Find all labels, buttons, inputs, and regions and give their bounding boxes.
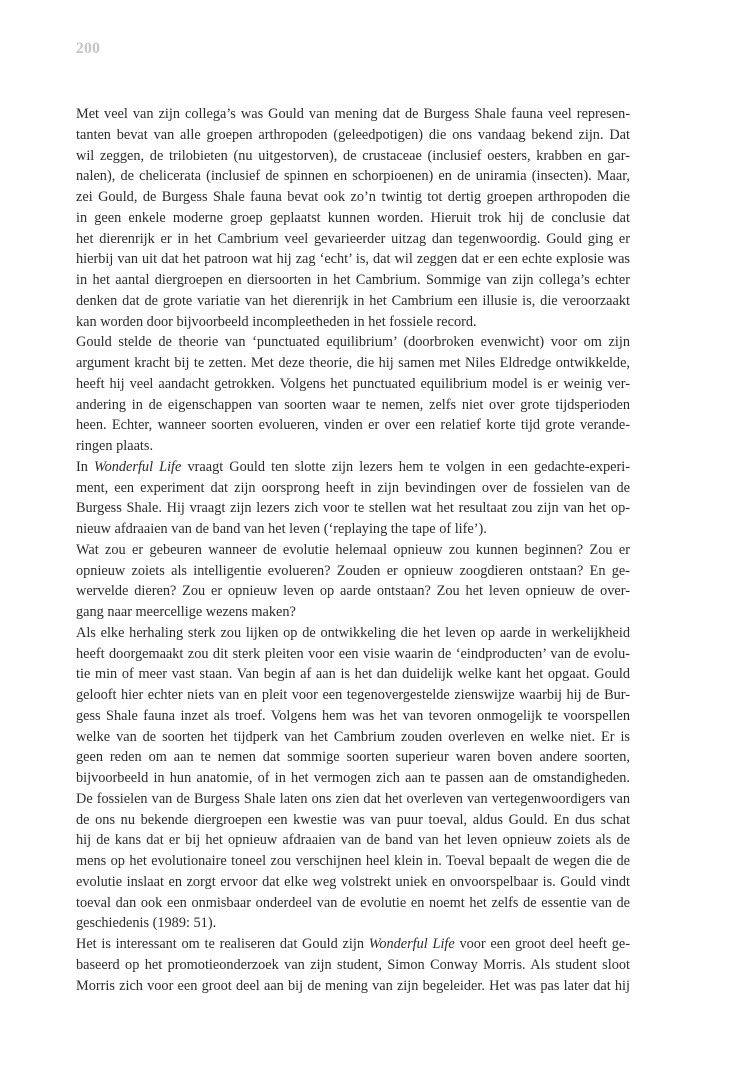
text-line [76, 644, 630, 665]
text-line [76, 581, 630, 602]
text-line [76, 706, 630, 727]
text-run: gelooft hier echter niets van en pleit voor een tegenovergestelde zienswijze waarbij hij de Bur- [76, 687, 630, 703]
text-line [76, 540, 630, 561]
text-run: mens op het evolutionaire toneel zou verschijnen heel klein in. Toeval bepaalt de wegen die de [76, 853, 630, 869]
text-run: tanten bevat van alle groepen arthropoden (geleedpotigen) die ons vandaag bekend zijn. Dat [76, 126, 630, 143]
text-line [76, 976, 630, 997]
text-line [76, 851, 630, 872]
text-line [76, 685, 630, 706]
text-run: opnieuw zoiets als intelligentie evolueren? Zouden er opnieuw zoogdieren ontstaan? En ge- [76, 562, 630, 579]
text-run: wil zeggen, de trilobieten (nu uitgestorven), de crustaceae (inclusief oesters, krabben en gar- [76, 147, 630, 164]
text-run: Morris zich voor een groot deel aan bij de mening van zijn begeleider. Het was pas later dat hij [76, 977, 630, 994]
text-run: zei Gould, de Burgess Shale fauna bevat ook zo’n twintig tot dertig groepen arthropoden die [76, 189, 630, 205]
text-run: gess Shale fauna inzet als troef. Volgens hem was het van tevoren onmogelijk te voorspellen [76, 707, 630, 724]
text-line [76, 332, 630, 353]
text-line [76, 768, 630, 789]
text-run: tie min of meer vast staan. Van begin af aan is het dan duidelijk welke kant het opgaat. Gould [76, 666, 630, 683]
text-line [76, 955, 630, 976]
text-line [76, 498, 630, 519]
paragraph [76, 457, 630, 540]
body-text [76, 104, 630, 996]
text-line [76, 913, 630, 934]
text-run: toeval dan ook een onmisbaar onderdeel van de evolutie en noemt het zelfs de essentie van de [76, 894, 630, 911]
text-line [76, 830, 630, 851]
text-run: de ons nu bekende diergroepen een kwestie was van puur toeval, aldus Gould. En dus schat [76, 811, 630, 828]
text-run: nalen), de chelicerata (inclusief de spinnen en schorpioenen) en de uniramia (insecten). Maar, [76, 168, 630, 185]
paragraph [76, 104, 630, 332]
text-line [76, 747, 630, 768]
page-number: 200 [76, 40, 101, 57]
text-line [76, 229, 630, 250]
text-line [76, 602, 630, 623]
text-run: Burgess Shale. Hij vraagt zijn lezers zich voor te stellen wat het resultaat zou zijn van het op- [76, 500, 630, 517]
text-run: ringen plaats. [76, 438, 154, 454]
text-run: in geen enkele moderne groep geplaatst kunnen worden. Hieruit trok hij de conclusie dat [76, 209, 630, 226]
text-line [76, 374, 630, 395]
text-run: baseerd op het promotieonderzoek van zijn student, Simon Conway Morris. Als student sloot [76, 956, 630, 973]
text-line [76, 436, 630, 457]
text-line [76, 104, 630, 125]
text-line [76, 291, 630, 312]
paragraph [76, 332, 630, 457]
text-run: De fossielen van de Burgess Shale laten ons zien dat het overleven van vertegenwoordigers van [76, 790, 630, 807]
text-line [76, 146, 630, 167]
text-run: heen. Echter, wanneer soorten evolueren, vinden er over een relatief korte tijd grote verande- [76, 417, 630, 434]
text-run: hierbij van uit dat het patroon wat hij zag ‘echt’ is, dat wil zeggen dat er een echte explosie was [76, 251, 630, 268]
text-line [76, 872, 630, 893]
text-run: vraagt Gould ten slotte zijn lezers hem te volgen in een gedachte-experi- [181, 458, 630, 475]
text-run: voor een groot deel heeft ge- [454, 936, 631, 952]
text-line [76, 125, 630, 146]
paragraph [76, 623, 630, 934]
text-run: het dierenrijk er in het Cambrium veel gevarieerder uitzag dan tegenwoordig. Gould ging er [76, 230, 630, 247]
text-line [76, 519, 630, 540]
book-title: Wonderful Life [368, 936, 455, 952]
text-run: wervelde dieren? Zou er opnieuw leven op aarde ontstaan? Zou het leven opnieuw de over- [76, 583, 630, 600]
text-run: in het aantal diergroepen en diersoorten in het Cambrium. Sommige van zijn collega’s echter [76, 272, 630, 288]
text-run: nieuw afdraaien van de band van het leven (‘replaying the tape of life’). [76, 521, 487, 537]
text-line [76, 208, 630, 229]
text-run: Gould stelde de theorie van ‘punctuated equilibrium’ (doorbroken evenwicht) voor om zijn [76, 334, 630, 351]
text-run: heeft doorgemaakt zou dit sterk pleiten voor een visie waarin de ‘eindproducten’ van de evolu- [76, 645, 630, 662]
text-run: andering in de eigenschappen van soorten waar te nemen, zelfs niet over grote tijdsperioden [76, 396, 630, 413]
text-run: denken dat de grote variatie van het dierenrijk in het Cambrium een illusie is, die veroorzaakt [76, 292, 630, 309]
text-run: Als elke herhaling sterk zou lijken op de ontwikkeling die het leven op aarde in werkelijkheid [76, 624, 630, 641]
text-line [76, 934, 630, 955]
text-run: bijvoorbeeld in hun anatomie, of in het vermogen zich aan te passen aan de omstandigheden. [76, 770, 630, 786]
paragraph [76, 540, 630, 623]
text-line [76, 623, 630, 644]
text-line [76, 249, 630, 270]
text-line [76, 353, 630, 374]
text-line [76, 664, 630, 685]
text-run: Het is interessant om te realiseren dat Gould zijn [76, 936, 369, 952]
text-line [76, 561, 630, 582]
text-line [76, 415, 630, 436]
text-run: Wat zou er gebeuren wanneer de evolutie helemaal opnieuw zou kunnen beginnen? Zou er [76, 541, 630, 558]
paragraph [76, 934, 630, 996]
text-line [76, 478, 630, 499]
text-line [76, 187, 630, 208]
text-run: Met veel van zijn collega’s was Gould van mening dat de Burgess Shale fauna veel represen- [76, 106, 630, 122]
text-run: geschiedenis (1989: 51). [76, 915, 217, 932]
text-run: hij de kans dat er bij het opnieuw afdraaien van de band van het leven opnieuw zoiets als de [76, 832, 630, 849]
text-line [76, 789, 630, 810]
text-line [76, 312, 630, 333]
text-run: gang naar meercellige wezens maken? [76, 604, 296, 620]
book-title: Wonderful Life [94, 458, 182, 475]
text-run: kan worden door bijvoorbeeld incompleetheden in het fossiele record. [76, 313, 477, 330]
text-line [76, 893, 630, 914]
text-run: welke van de soorten het tijdperk van het Cambrium zouden overleven en welke niet. Er is [76, 728, 630, 745]
text-line [76, 810, 630, 831]
text-run: geen reden om aan te nemen dat sommige soorten superieur waren boven andere soorten, [76, 749, 630, 766]
text-line [76, 270, 630, 291]
text-line [76, 166, 630, 187]
text-run: heeft hij veel aandacht getrokken. Volgens het punctuated equilibrium model is er weinig ver- [76, 375, 630, 392]
text-run: ment, een experiment dat zijn oorsprong heeft in zijn bevindingen over de fossielen van de [76, 479, 630, 496]
text-line [76, 457, 630, 478]
text-run: In [76, 458, 94, 475]
text-run: evolutie inslaat en zorgt ervoor dat elke weg volstrekt uniek en onvoorspelbaar is. Gould vindt [76, 873, 630, 890]
text-run: argument kracht bij te zetten. Met deze theorie, die hij samen met Niles Eldredge ontwikkelde, [76, 355, 630, 371]
text-line [76, 727, 630, 748]
text-line [76, 395, 630, 416]
